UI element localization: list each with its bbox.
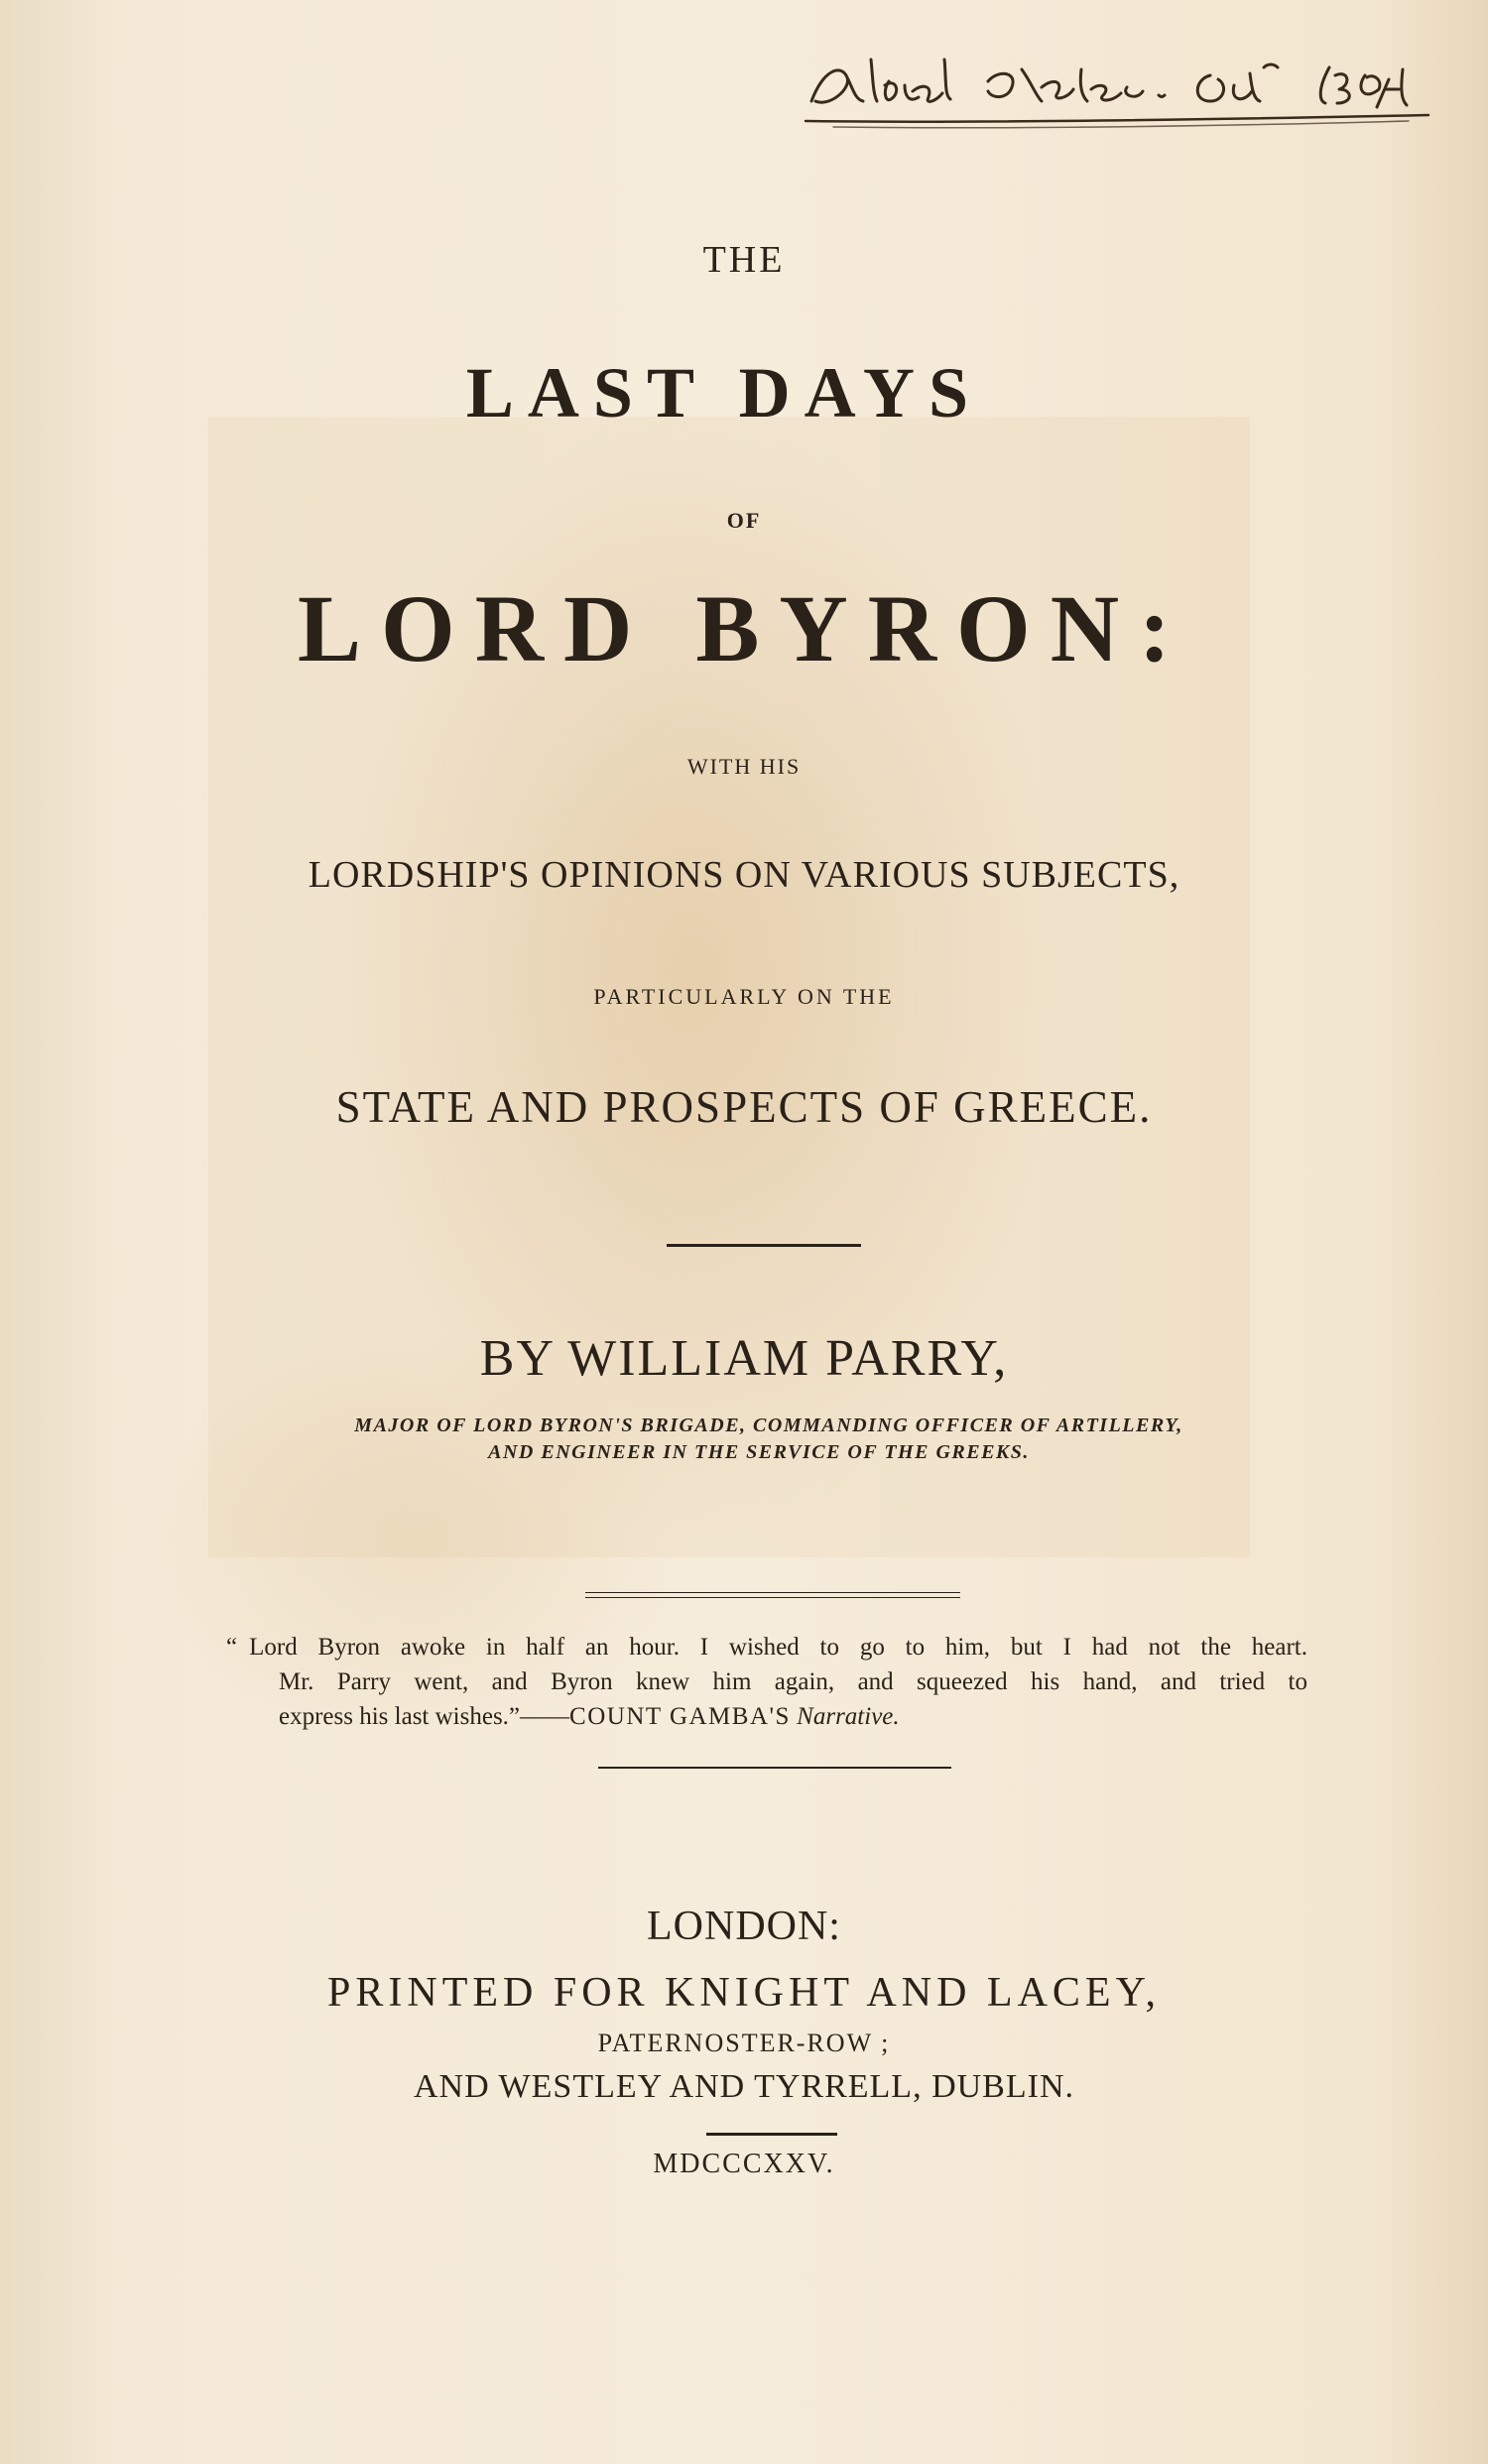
title-lord-byron: LORD BYRON: xyxy=(297,575,1190,681)
epigraph-source: COUNT GAMBA'S xyxy=(569,1703,791,1730)
imprint-rule xyxy=(706,2133,837,2136)
imprint-address: PATERNOSTER-ROW ; xyxy=(597,2029,891,2057)
title-of: OF xyxy=(726,508,762,533)
author-role-line1: MAJOR OF LORD BYRON'S BRIGADE, COMMANDING OFFICER OF ARTILLERY, xyxy=(354,1415,1183,1436)
epigraph-line1: Lord Byron awoke in half an hour. I wished to go to him, but I had not the heart. xyxy=(249,1634,1307,1661)
author-byline: BY WILLIAM PARRY, xyxy=(479,1330,1009,1387)
epigraph-line3: express his last wishes.”—— xyxy=(279,1703,570,1730)
epigraph-top-rule xyxy=(585,1592,960,1593)
subtitle-with-his: WITH HIS xyxy=(686,754,802,779)
title-last-days: LAST DAYS xyxy=(465,353,983,432)
epigraph-bottom-rule xyxy=(598,1767,951,1769)
subtitle-opinions: LORDSHIP'S OPINIONS ON VARIOUS SUBJECTS, xyxy=(308,854,1180,896)
epigraph-line xyxy=(226,1630,1307,1664)
imprint-city: LONDON: xyxy=(647,1904,841,1949)
divider-rule xyxy=(667,1244,861,1247)
title-the: THE xyxy=(702,239,786,281)
handwritten-inscription xyxy=(794,30,1488,139)
epigraph-line2: Mr. Parry went, and Byron knew him again, and squeezed his hand, and tried to xyxy=(279,1668,1307,1695)
epigraph-open-quote: “ xyxy=(226,1634,238,1661)
author-role-line2: AND ENGINEER IN THE SERVICE OF THE GREEKS. xyxy=(488,1441,1030,1463)
imprint-printed-for: PRINTED FOR KNIGHT AND LACEY, xyxy=(327,1970,1161,2016)
epigraph-top-rule-inner xyxy=(585,1597,960,1598)
imprint-date: MDCCCXXV. xyxy=(653,2149,835,2179)
subtitle-state-of-greece: STATE AND PROSPECTS OF GREECE. xyxy=(335,1082,1153,1132)
epigraph-work: Narrative. xyxy=(797,1703,900,1730)
subtitle-particularly: PARTICULARLY ON THE xyxy=(593,984,895,1009)
imprint-westley: AND WESTLEY AND TYRRELL, DUBLIN. xyxy=(414,2068,1074,2105)
epigraph xyxy=(226,1630,1307,1734)
epigraph-line3-wrap xyxy=(226,1699,1307,1734)
